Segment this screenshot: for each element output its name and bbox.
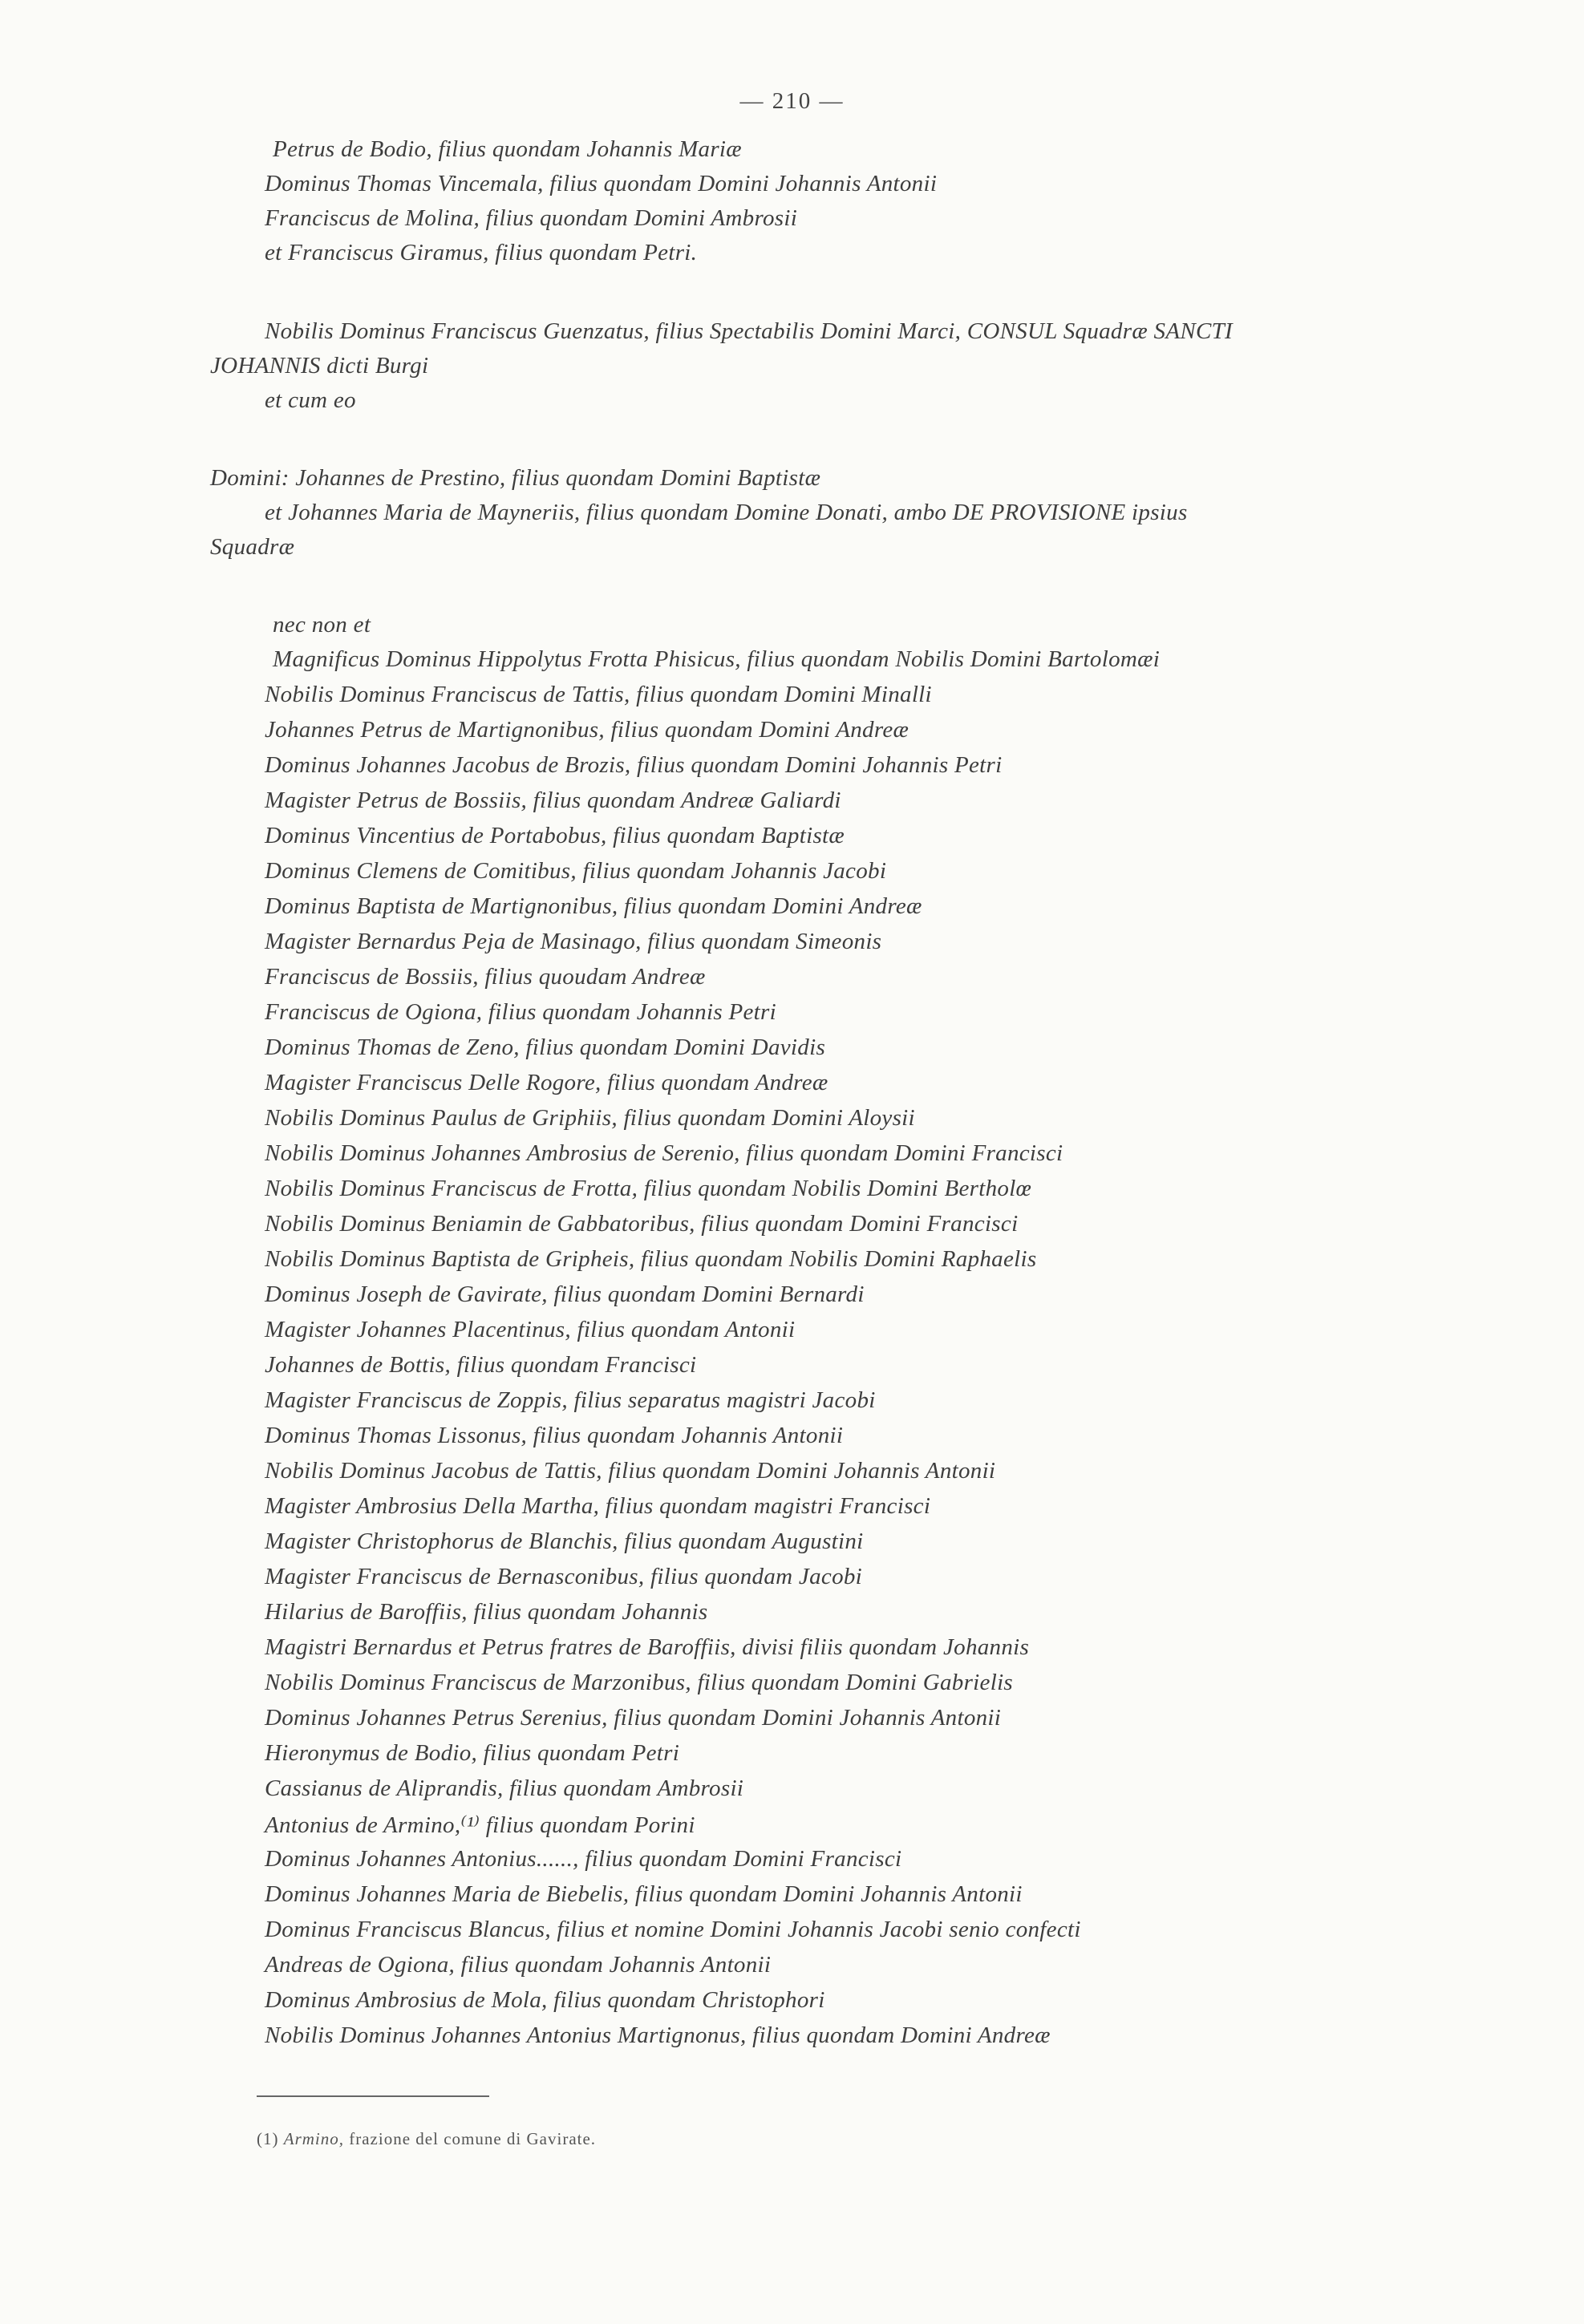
name-entry: Johannes de Bottis, filius quondam Francisci	[265, 1352, 697, 1378]
text-line: Dominus Thomas Vincemala, filius quondam Domini Johannis Antonii	[265, 171, 938, 196]
name-entry: Magister Franciscus de Zoppis, filius separatus magistri Jacobi	[265, 1387, 876, 1413]
name-entry: Dominus Baptista de Martignonibus, filius quondam Domini Andreæ	[265, 893, 922, 919]
name-entry: Johannes Petrus de Martignonibus, filius quondam Domini Andreæ	[265, 717, 909, 743]
text-line: JOHANNIS dicti Burgi	[210, 353, 429, 379]
name-entry: Magister Johannes Placentinus, filius quondam Antonii	[265, 1317, 796, 1342]
name-entry: Dominus Joseph de Gavirate, filius quondam Domini Bernardi	[265, 1281, 865, 1307]
footnote-text: frazione del comune di Gavirate.	[344, 2129, 597, 2148]
name-entry: Franciscus de Bossiis, filius quoudam Andreæ	[265, 964, 706, 990]
name-entry: Nobilis Dominus Baptista de Gripheis, filius quondam Nobilis Domini Raphaelis	[265, 1246, 1037, 1272]
name-entry: Nobilis Dominus Johannes Ambrosius de Serenio, filius quondam Domini Francisci	[265, 1140, 1063, 1166]
name-entry: Magnificus Dominus Hippolytus Frotta Phisicus, filius quondam Nobilis Domini Bartolomæi	[273, 646, 1161, 672]
name-entry: Hilarius de Baroffiis, filius quondam Johannis	[265, 1599, 708, 1625]
text-line: Franciscus de Molina, filius quondam Domini Ambrosii	[265, 205, 798, 231]
text-line: Nobilis Dominus Franciscus Guenzatus, filius Spectabilis Domini Marci, CONSUL Squadræ SANCTI	[265, 318, 1233, 344]
name-entry: Andreas de Ogiona, filius quondam Johannis Antonii	[265, 1952, 772, 1978]
name-entry: Cassianus de Aliprandis, filius quondam Ambrosii	[265, 1775, 744, 1801]
name-entry: Hieronymus de Bodio, filius quondam Petri	[265, 1740, 680, 1766]
name-entry: Magister Christophorus de Blanchis, filius quondam Augustini	[265, 1528, 864, 1554]
name-entry: Dominus Thomas de Zeno, filius quondam Domini Davidis	[265, 1034, 826, 1060]
name-entry: Magister Bernardus Peja de Masinago, filius quondam Simeonis	[265, 929, 882, 954]
name-entry: Dominus Thomas Lissonus, filius quondam Johannis Antonii	[265, 1423, 844, 1448]
footnote	[257, 2129, 596, 2149]
text-line: Petrus de Bodio, filius quondam Johannis Mariæ	[273, 136, 742, 162]
text-line: Domini: Johannes de Prestino, filius quondam Domini Baptistæ	[210, 465, 821, 491]
name-entry: Nobilis Dominus Jacobus de Tattis, filius quondam Domini Johannis Antonii	[265, 1458, 996, 1484]
text-line: et Johannes Maria de Mayneriis, filius quondam Domine Donati, ambo DE PROVISIONE ipsius	[265, 500, 1188, 525]
name-entry: Nobilis Dominus Franciscus de Tattis, filius quondam Domini Minalli	[265, 682, 932, 707]
name-entry: Magister Ambrosius Della Martha, filius quondam magistri Francisci	[265, 1493, 931, 1519]
name-entry: Dominus Franciscus Blancus, filius et nomine Domini Johannis Jacobi senio confecti	[265, 1917, 1081, 1942]
text-line: et Franciscus Giramus, filius quondam Petri.	[265, 240, 698, 265]
name-entry: Dominus Johannes Petrus Serenius, filius quondam Domini Johannis Antonii	[265, 1705, 1002, 1731]
name-entry: Magister Petrus de Bossiis, filius quondam Andreæ Galiardi	[265, 787, 841, 813]
page-number: — 210 —	[739, 88, 845, 114]
footnote-separator	[257, 2095, 489, 2097]
name-entry: Magistri Bernardus et Petrus fratres de Baroffiis, divisi filiis quondam Johannis	[265, 1634, 1030, 1660]
name-entry: Nobilis Dominus Johannes Antonius Martignonus, filius quondam Domini Andreæ	[265, 2022, 1051, 2048]
name-entry: Nobilis Dominus Franciscus de Marzonibus, filius quondam Domini Gabrielis	[265, 1670, 1014, 1695]
name-entry: Dominus Johannes Maria de Biebelis, filius quondam Domini Johannis Antonii	[265, 1881, 1023, 1907]
name-entry: Dominus Johannes Jacobus de Brozis, filius quondam Domini Johannis Petri	[265, 752, 1003, 778]
name-entry: Dominus Clemens de Comitibus, filius quondam Johannis Jacobi	[265, 858, 887, 884]
name-entry: Magister Franciscus Delle Rogore, filius quondam Andreæ	[265, 1070, 828, 1095]
text-line: nec non et	[273, 612, 371, 638]
name-entry: Dominus Ambrosius de Mola, filius quondam Christophori	[265, 1987, 825, 2013]
name-entry: Nobilis Dominus Paulus de Griphiis, filius quondam Domini Aloysii	[265, 1105, 915, 1131]
name-entry: Dominus Johannes Antonius......, filius quondam Domini Francisci	[265, 1846, 902, 1872]
name-entry: Nobilis Dominus Beniamin de Gabbatoribus, filius quondam Domini Francisci	[265, 1211, 1019, 1237]
name-entry: Antonius de Armino,⁽¹⁾ filius quondam Porini	[265, 1812, 695, 1838]
name-entry: Franciscus de Ogiona, filius quondam Johannis Petri	[265, 999, 776, 1025]
footnote-term: Armino,	[283, 2129, 344, 2148]
text-line: Squadræ	[210, 534, 295, 560]
name-entry: Nobilis Dominus Franciscus de Frotta, filius quondam Nobilis Domini Bertholœ	[265, 1176, 1032, 1201]
name-entry: Dominus Vincentius de Portabobus, filius quondam Baptistæ	[265, 823, 845, 848]
text-line: et cum eo	[265, 387, 356, 413]
name-entry: Magister Franciscus de Bernasconibus, filius quondam Jacobi	[265, 1564, 863, 1589]
footnote-marker: (1)	[257, 2129, 279, 2148]
